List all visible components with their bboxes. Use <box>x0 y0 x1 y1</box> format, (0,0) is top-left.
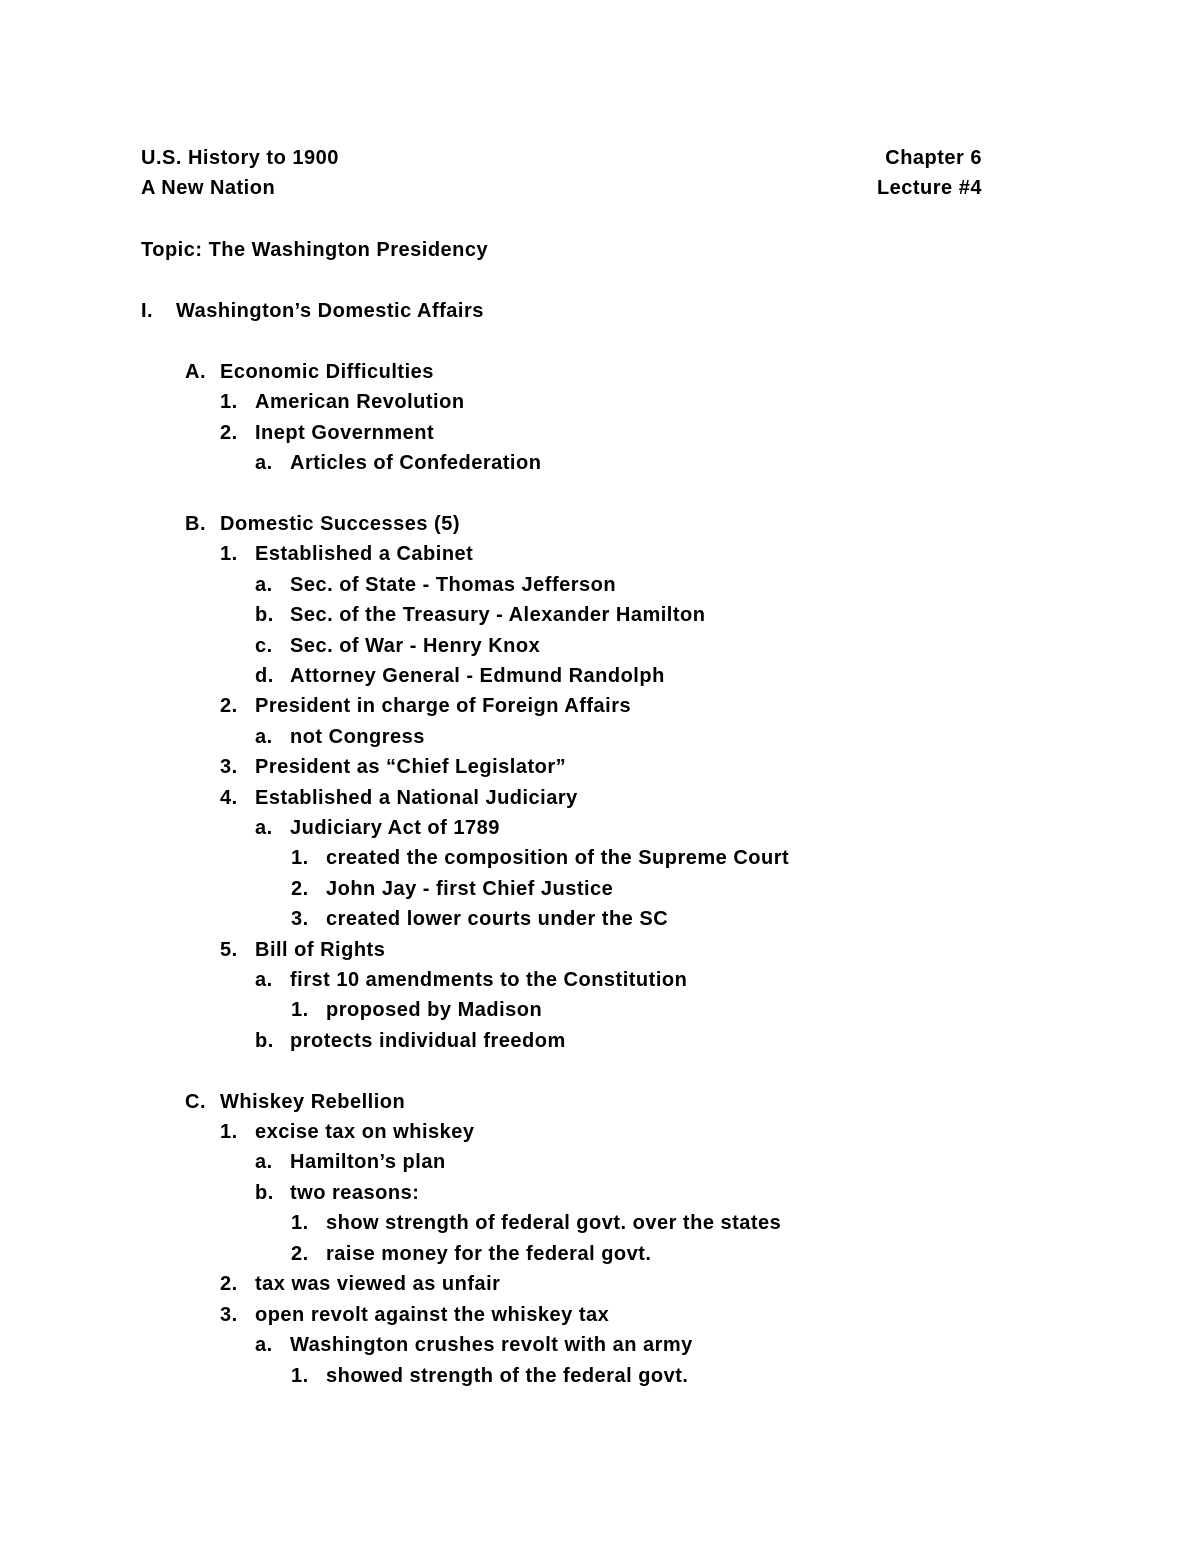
outline-item <box>220 542 473 566</box>
outline-marker: 5. <box>220 939 238 961</box>
outline-marker: 3. <box>220 1304 238 1326</box>
outline-item <box>255 725 425 749</box>
outline-text: Washington’s Domestic Affairs <box>176 300 484 322</box>
outline-item <box>255 1333 693 1357</box>
outline-marker: 1. <box>220 391 238 413</box>
outline-marker: B. <box>185 513 206 535</box>
outline-text: Judiciary Act of 1789 <box>290 817 500 839</box>
outline-marker: 2. <box>291 878 309 900</box>
outline-text: showed strength of the federal govt. <box>326 1365 689 1387</box>
outline-text: Economic Difficulties <box>220 361 434 383</box>
outline-text: Established a Cabinet <box>255 543 474 565</box>
outline-text: first 10 amendments to the Constitution <box>290 969 688 991</box>
outline-text: not Congress <box>290 726 425 748</box>
outline-text: Domestic Successes (5) <box>220 513 461 535</box>
outline-marker: A. <box>185 361 206 383</box>
outline-item <box>291 1211 781 1235</box>
course-title: U.S. History to 1900 <box>141 147 339 169</box>
unit-title: A New Nation <box>141 177 276 199</box>
outline-text: two reasons: <box>290 1182 420 1204</box>
outline-marker: 2. <box>291 1243 309 1265</box>
outline-text: Hamilton’s plan <box>290 1151 446 1173</box>
topic-line: Topic: The Washington Presidency <box>141 239 489 261</box>
outline-item <box>255 573 616 597</box>
outline-text: excise tax on whiskey <box>255 1121 475 1143</box>
outline-item <box>255 1029 566 1053</box>
outline-text: raise money for the federal govt. <box>326 1243 652 1265</box>
outline-marker: 3. <box>291 908 309 930</box>
outline-marker: 1. <box>291 847 309 869</box>
outline-text: Sec. of War - Henry Knox <box>290 635 541 657</box>
outline-marker: b. <box>255 1182 274 1204</box>
outline-item <box>255 451 541 475</box>
outline-marker: a. <box>255 969 273 991</box>
outline-text: Established a National Judiciary <box>255 787 578 809</box>
outline-text: Articles of Confederation <box>290 452 542 474</box>
outline-marker: C. <box>185 1091 206 1113</box>
outline-marker: 2. <box>220 695 238 717</box>
lecture-label: Lecture #4 <box>876 177 982 199</box>
outline-marker: b. <box>255 604 274 626</box>
outline-item <box>291 846 789 870</box>
outline-item <box>291 998 542 1022</box>
outline-item <box>255 664 665 688</box>
outline-item <box>220 390 465 414</box>
outline-text: proposed by Madison <box>326 999 543 1021</box>
outline-item <box>220 938 385 962</box>
outline-heading-i <box>141 299 484 323</box>
outline-text: tax was viewed as unfair <box>255 1273 501 1295</box>
outline-marker: 1. <box>291 1212 309 1234</box>
outline-marker: 2. <box>220 422 238 444</box>
outline-item <box>255 634 540 658</box>
outline-marker: a. <box>255 452 273 474</box>
outline-item <box>220 1272 500 1296</box>
outline-text: show strength of federal govt. over the states <box>326 1212 782 1234</box>
outline-item <box>255 968 687 992</box>
outline-marker: 1. <box>220 1121 238 1143</box>
outline-marker: a. <box>255 726 273 748</box>
outline-item <box>291 907 668 931</box>
outline-text: created the composition of the Supreme Court <box>326 847 790 869</box>
outline-text: Whiskey Rebellion <box>220 1091 406 1113</box>
outline-marker: 1. <box>220 543 238 565</box>
outline-text: President in charge of Foreign Affairs <box>255 695 632 717</box>
outline-item <box>291 1242 651 1266</box>
outline-item <box>220 694 631 718</box>
outline-marker: a. <box>255 1151 273 1173</box>
outline-item <box>291 877 613 901</box>
outline-item <box>255 816 500 840</box>
outline-marker: b. <box>255 1030 274 1052</box>
outline-marker: 3. <box>220 756 238 778</box>
outline-text: President as “Chief Legislator” <box>255 756 567 778</box>
outline-text: Washington crushes revolt with an army <box>290 1334 693 1356</box>
outline-text: Inept Government <box>255 422 435 444</box>
outline-marker: 4. <box>220 787 238 809</box>
outline-text: Sec. of State - Thomas Jefferson <box>290 574 617 596</box>
outline-marker: I. <box>141 300 154 322</box>
chapter-label: Chapter 6 <box>885 147 982 169</box>
outline-text: Attorney General - Edmund Randolph <box>290 665 665 687</box>
outline-item <box>255 1181 419 1205</box>
outline-marker: c. <box>255 635 273 657</box>
outline-item <box>220 421 434 445</box>
outline-text: Sec. of the Treasury - Alexander Hamilton <box>290 604 706 626</box>
outline-marker: 1. <box>291 1365 309 1387</box>
outline-item <box>220 755 566 779</box>
outline-marker: a. <box>255 817 273 839</box>
outline-item <box>220 1120 475 1144</box>
outline-marker: a. <box>255 574 273 596</box>
outline-text: protects individual freedom <box>290 1030 566 1052</box>
outline-text: created lower courts under the SC <box>326 908 669 930</box>
outline-heading-a <box>185 360 434 384</box>
outline-text: John Jay - first Chief Justice <box>326 878 614 900</box>
outline-marker: 1. <box>291 999 309 1021</box>
outline-marker: a. <box>255 1334 273 1356</box>
outline-item <box>255 603 705 627</box>
outline-heading-c <box>185 1090 405 1114</box>
outline-item <box>220 1303 609 1327</box>
outline-item <box>291 1364 688 1388</box>
outline-text: Bill of Rights <box>255 939 386 961</box>
outline-marker: d. <box>255 665 274 687</box>
outline-item <box>220 786 578 810</box>
outline-text: open revolt against the whiskey tax <box>255 1304 610 1326</box>
outline-text: American Revolution <box>255 391 465 413</box>
outline-heading-b <box>185 512 460 536</box>
outline-marker: 2. <box>220 1273 238 1295</box>
outline-item <box>255 1150 446 1174</box>
